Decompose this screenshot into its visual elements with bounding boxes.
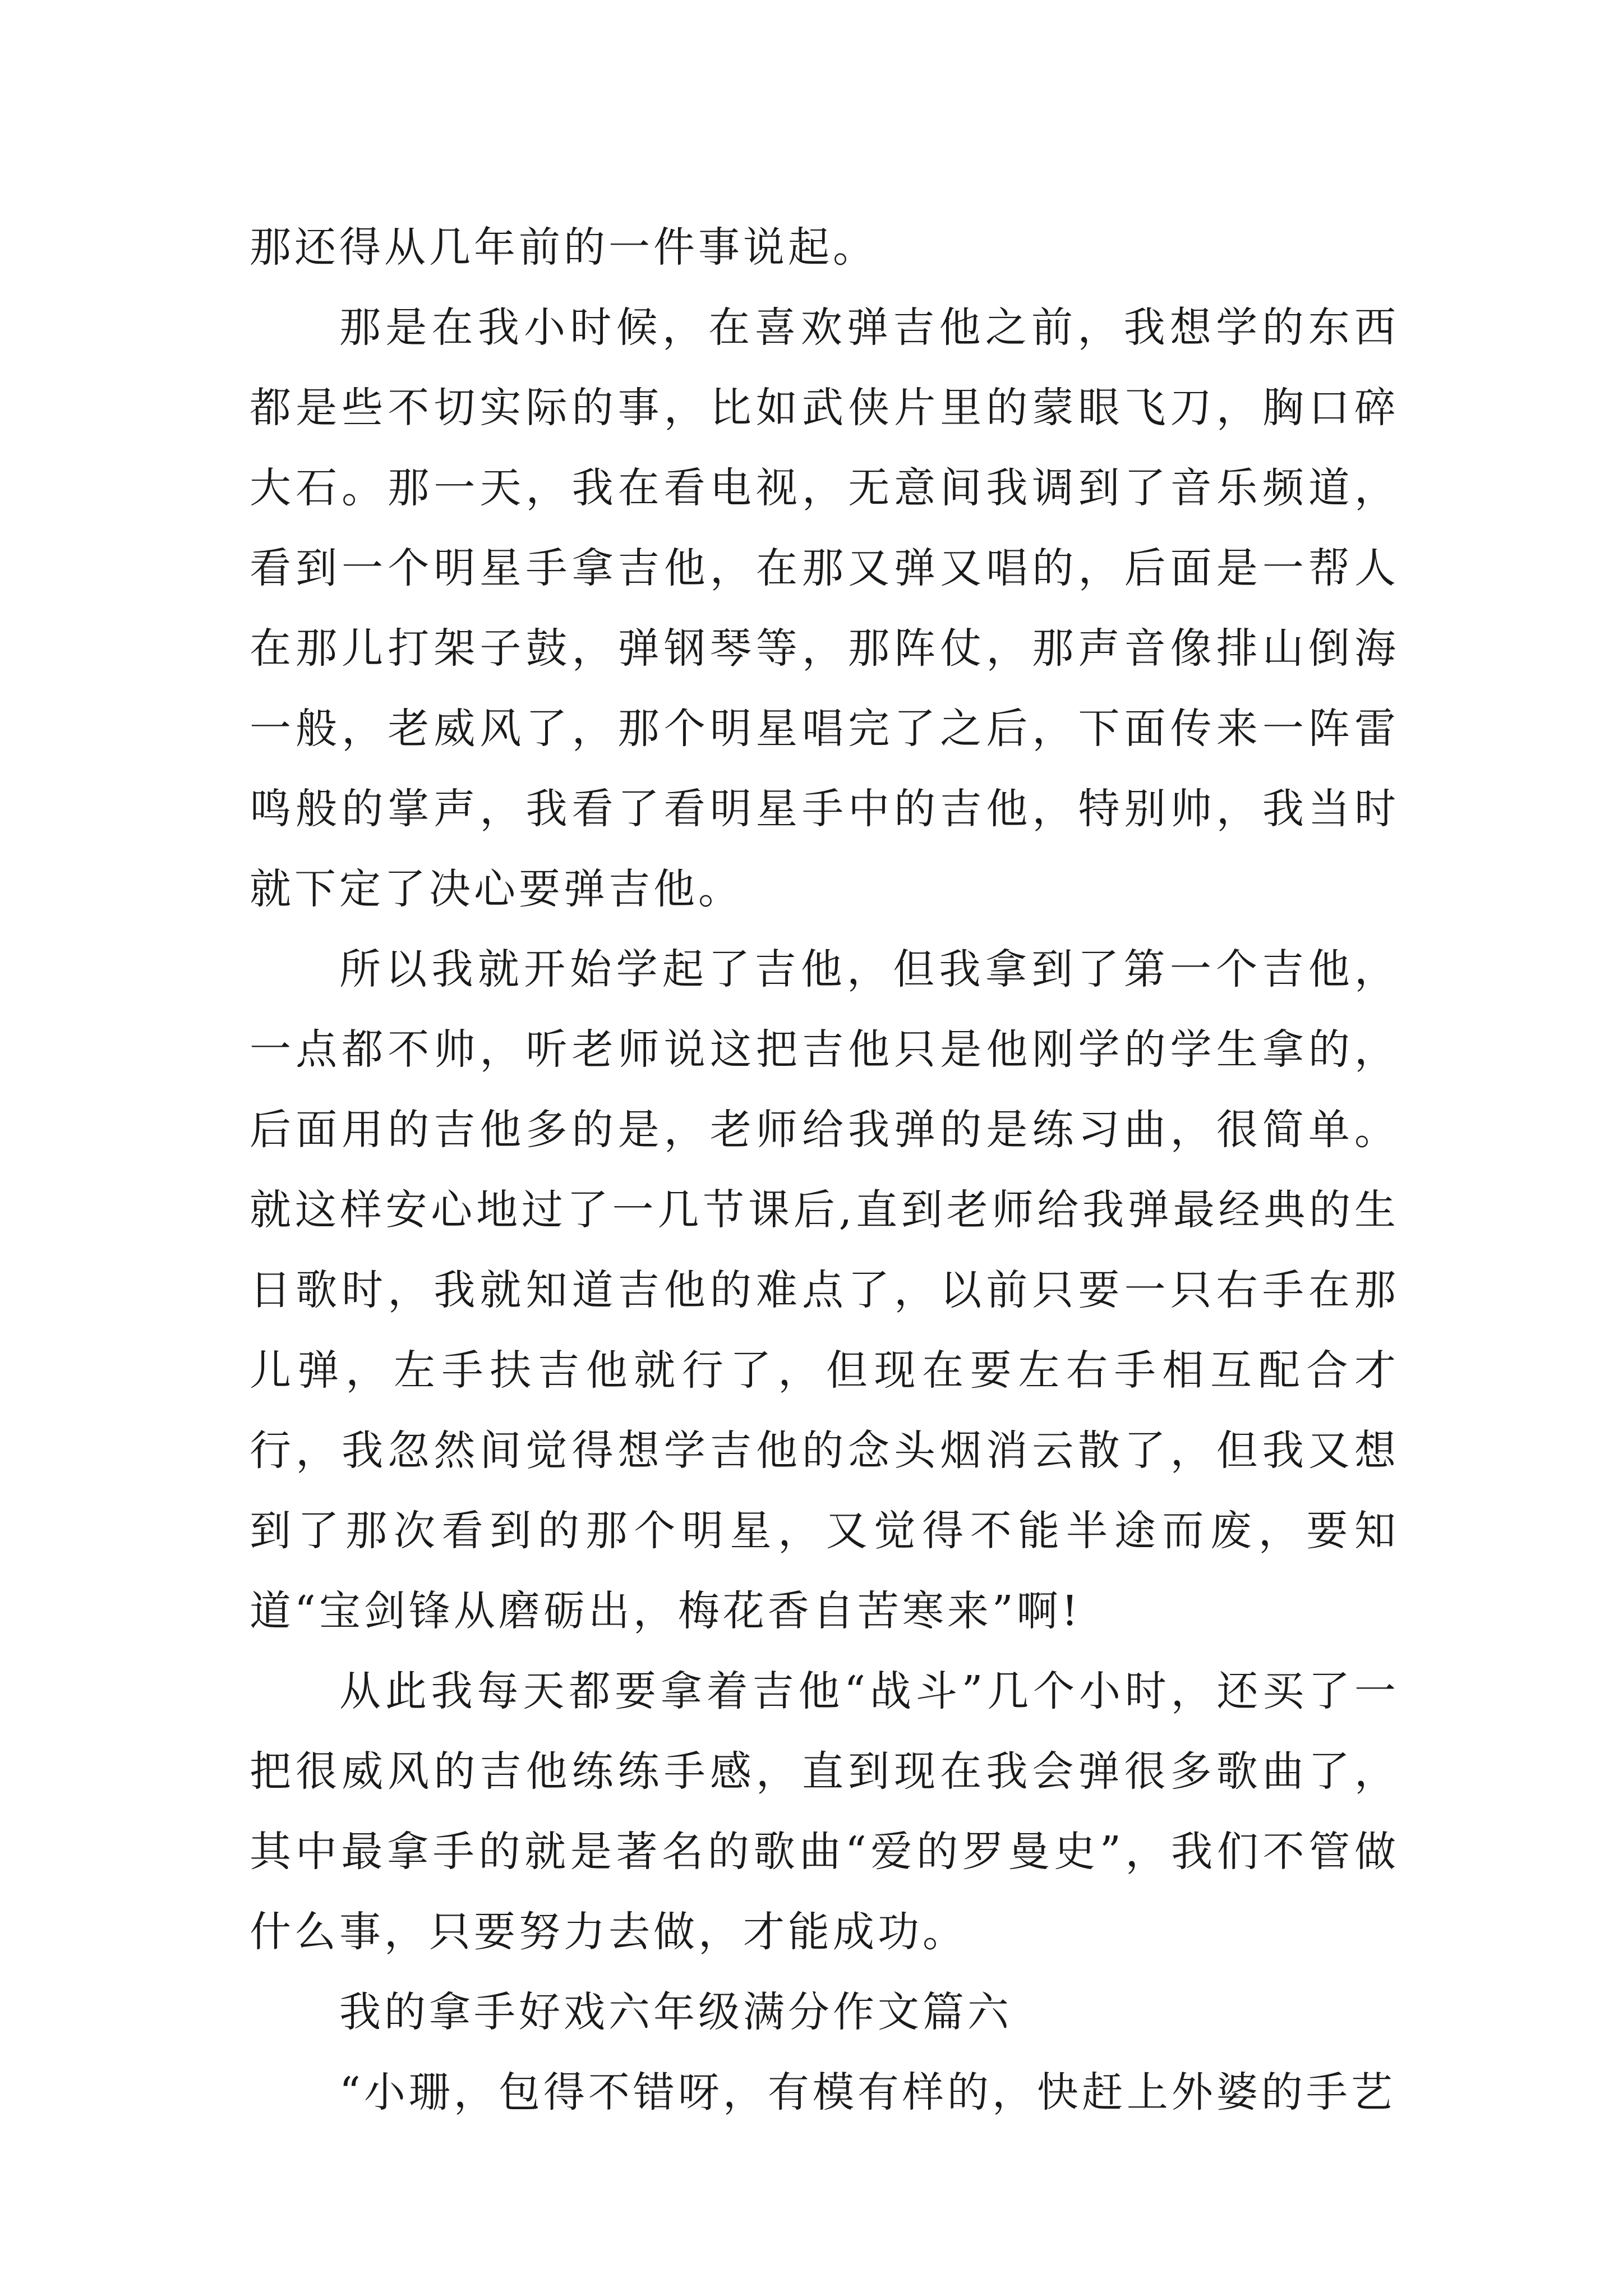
essay-body xyxy=(250,208,1399,2133)
paragraph-1: 那还得从几年前的一件事说起。 xyxy=(250,223,878,272)
paragraph-4: 从此我每天都要拿着吉他“战斗”几个小时，还买了一把很威风的吉他练练手感，直到现在我会弹很多歌曲了，其中最拿手的就是著名的歌曲“爱的罗曼史”，我们不管做什么事，只要努力去做，才能成功。 xyxy=(250,1667,1399,1956)
paragraph-5: “小珊，包得不错呀，有模有样的，快赶上外婆的手艺 xyxy=(339,2068,1396,2116)
paragraph-2: 那是在我小时候，在喜欢弹吉他之前，我想学的东西都是些不切实际的事，比如武侠片里的蒙眼飞刀，胸口碎大石。那一天，我在看电视，无意间我调到了音乐频道，看到一个明星手拿吉他，在那又弹又唱的，后面是一帮人在那儿打架子鼓，弹钢琴等，那阵仗，那声音像排山倒海一般，老威风了，那个明星唱完了之后，下面传来一阵雷鸣般的掌声，我看了看明星手中的吉他，特别帅，我当时就下定了决心要弹吉他。 xyxy=(250,303,1399,913)
section-heading: 我的拿手好戏六年级满分作文篇六 xyxy=(339,1988,1012,2036)
paragraph-3: 所以我就开始学起了吉他，但我拿到了第一个吉他，一点都不帅，听老师说这把吉他只是他刚学的学生拿的，后面用的吉他多的是，老师给我弹的是练习曲，很简单。就这样安心地过了一几节课后,直到老师给我弹最经典的生日歌时，我就知道吉他的难点了，以前只要一只右手在那儿弹，左手扶吉他就行了，但现在要左右手相互配合才行，我忽然间觉得想学吉他的念头烟消云散了，但我又想到了那次看到的那个明星，又觉得不能半途而废，要知道“宝剑锋从磨砺出，梅花香自苦寒来”啊! xyxy=(250,945,1399,1635)
